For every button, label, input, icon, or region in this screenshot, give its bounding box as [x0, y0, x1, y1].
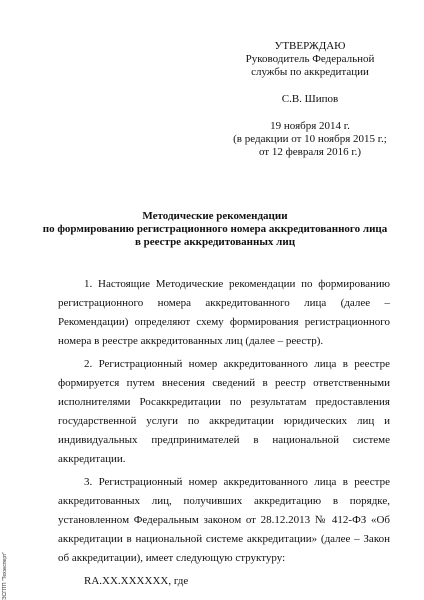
revision-note: от 12 февраля 2016 г.): [258, 146, 362, 158]
paragraph-1: 1. Настоящие Методические рекомендации по формированию регистрационного номера аккредитованного лица (далее – Рекомендации) определяют схему формирования регистрационного номера в реестре аккредитованных лиц (далее – реестр).: [58, 278, 390, 347]
approval-block: [230, 40, 390, 159]
approval-date: 19 ноября 2014 г.: [270, 120, 350, 132]
approval-line: службы по аккредитации: [251, 66, 369, 78]
paragraph-2: 2. Регистрационный номер аккредитованного лица в реестре формируется путем внесения сведений в реестр ответственными исполнителями Росаккредитации по результатам предоставления государственной услуги по аккредитации юридических лиц и индивидуальных предпринимателей в национальной системе аккредитации.: [58, 358, 390, 465]
code-line: RA.XX.XXXXXX, где: [84, 575, 189, 587]
document-title: [40, 210, 390, 249]
paragraph-3: 3. Регистрационный номер аккредитованного лица в реестре аккредитованных лиц, получивших аккредитацию в порядке, установленном Федеральным законом от 28.12.2013 № 412-ФЗ «Об аккредитации в национальной системе аккредитации» (далее – Закон об аккредитации), имеет следующую структуру:: [58, 476, 390, 564]
title-line: по формированию регистрационного номера аккредитованного лица: [42, 223, 388, 235]
side-watermark-text: ЭСПТП "Техэксперт": [2, 551, 8, 600]
title-line: Методические рекомендации: [142, 210, 288, 222]
document-body: [58, 275, 390, 595]
signatory-name: С.В. Шипов: [281, 93, 339, 105]
title-line: в реестре аккредитованных лиц: [134, 236, 296, 248]
approval-line: Руководитель Федеральной: [245, 53, 375, 65]
approval-line: УТВЕРЖДАЮ: [274, 40, 346, 52]
revision-note: (в редакции от 10 ноября 2015 г.;: [233, 133, 387, 145]
